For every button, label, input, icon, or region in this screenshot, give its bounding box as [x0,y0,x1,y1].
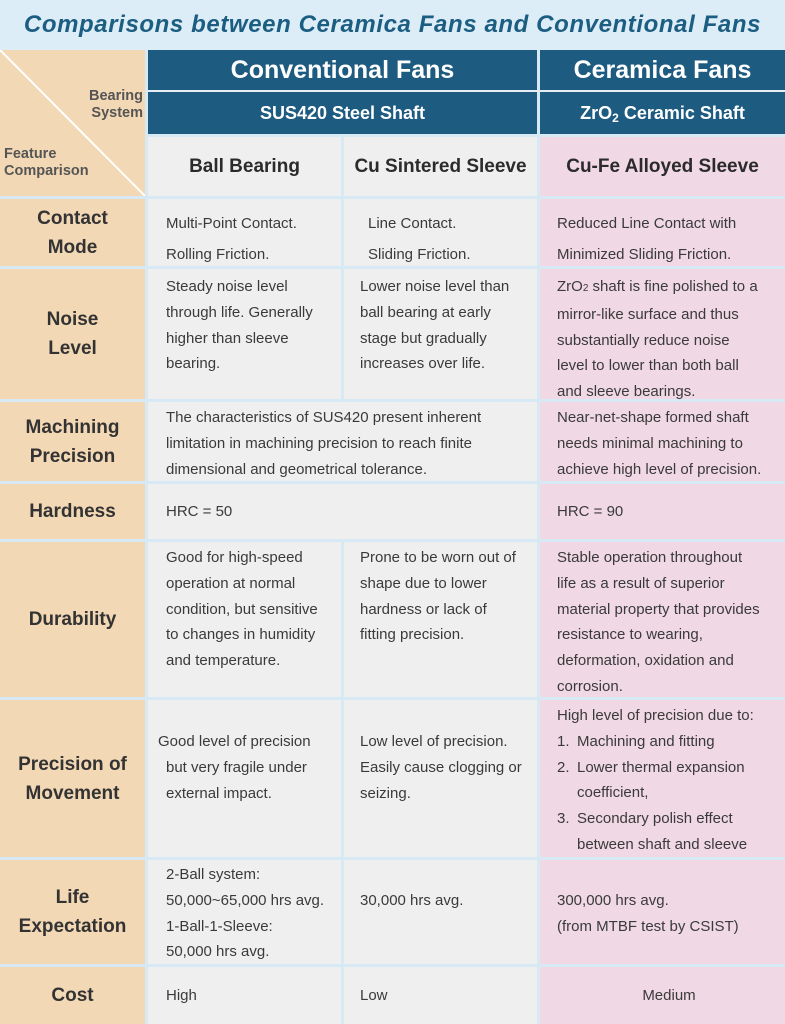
noise-cu: Lower noise level than ball bearing at early stage but gradually increases over life. [344,269,540,402]
noise-ball: Steady noise level through life. Generally higher than sleeve bearing. [148,269,344,402]
feature-hardness: Hardness [0,484,148,542]
contact-cu: Line Contact. Sliding Friction. [344,199,540,269]
life-cu: 30,000 hrs avg. [344,860,540,967]
hardness-cufe: HRC = 90 [540,484,785,542]
contact-ball: Multi-Point Contact. Rolling Friction. [148,199,344,269]
durability-ball: Good for high-speed operation at normal condition, but sensitive to changes in humidity and temperature. [148,542,344,700]
movement-cu: Low level of precision. Easily cause clogging or seizing. [344,700,540,860]
feature-durability: Durability [0,542,148,700]
durability-cufe: Stable operation throughout life as a result of superior material property that provides resistance to wearing, deformation, oxidation and corrosion. [540,542,785,700]
title-bar [0,0,785,50]
precision-reasons-list [557,729,781,858]
precision-reason-item: 2. Lower thermal expansion coefficient, [557,758,745,802]
hardness-conventional: HRC = 50 [148,484,540,542]
precision-reason-item: 3. Secondary polish effect between shaft and sleeve [557,810,748,853]
conventional-fans-header: Conventional Fans [148,50,540,92]
cost-cufe: Medium [540,967,785,1024]
feature-noise-level: Noise Level [0,269,148,402]
movement-ball: Good level of precision but very fragile under external impact. [148,700,344,860]
machining-conventional: The characteristics of SUS420 present inherent limitation in machining precision to reach finite dimensional and geometrical tolerance. [148,402,540,484]
feature-contact-mode: Contact Mode [0,199,148,269]
ceramica-shaft-header: ZrO$_2$ Ceramic Shaft [540,92,785,137]
precision-reason-item: 1. Machining and fitting [557,732,715,750]
contact-cufe: Reduced Line Contact with Minimized Sliding Friction. [540,199,785,269]
corner-header [0,50,148,199]
cu-sintered-sleeve-header: Cu Sintered Sleeve [344,137,540,199]
comparison-table [0,50,785,1024]
cost-ball: High [148,967,344,1024]
feature-cost: Cost [0,967,148,1024]
ceramica-fans-header: Ceramica Fans [540,50,785,92]
bearing-system-label: Bearing System [89,88,143,121]
movement-cufe: High level of precision due to: 1. Machining and fitting 2. Lower thermal expansion coefficient, 3. Secondary polish effect between shaft and sleeve [540,700,785,860]
life-cufe: 300,000 hrs avg. (from MTBF test by CSIST) [540,860,785,967]
cost-cu: Low [344,967,540,1024]
noise-cufe: ZrO2 shaft is fine polished to a mirror-like surface and thus substantially reduce noise level to lower than both ball and sleeve bearings. [540,269,785,402]
machining-cufe: Near-net-shape formed shaft needs minimal machining to achieve high level of precision. [540,402,785,484]
cufe-alloyed-sleeve-header: Cu-Fe Alloyed Sleeve [540,137,785,199]
page-title: Comparisons between Ceramica Fans and Conventional Fans [23,11,762,38]
conventional-shaft-header: SUS420 Steel Shaft [148,92,540,137]
feature-precision-of-movement: Precision of Movement [0,700,148,860]
feature-comparison-label: Feature Comparison [4,146,89,179]
durability-cu: Prone to be worn out of shape due to lower hardness or lack of fitting precision. [344,542,540,700]
feature-life-expectation: Life Expectation [0,860,148,967]
ball-bearing-header: Ball Bearing [148,137,344,199]
feature-machining-precision: Machining Precision [0,402,148,484]
life-ball: 2-Ball system: 50,000~65,000 hrs avg. 1-Ball-1-Sleeve: 50,000 hrs avg. [148,860,344,967]
